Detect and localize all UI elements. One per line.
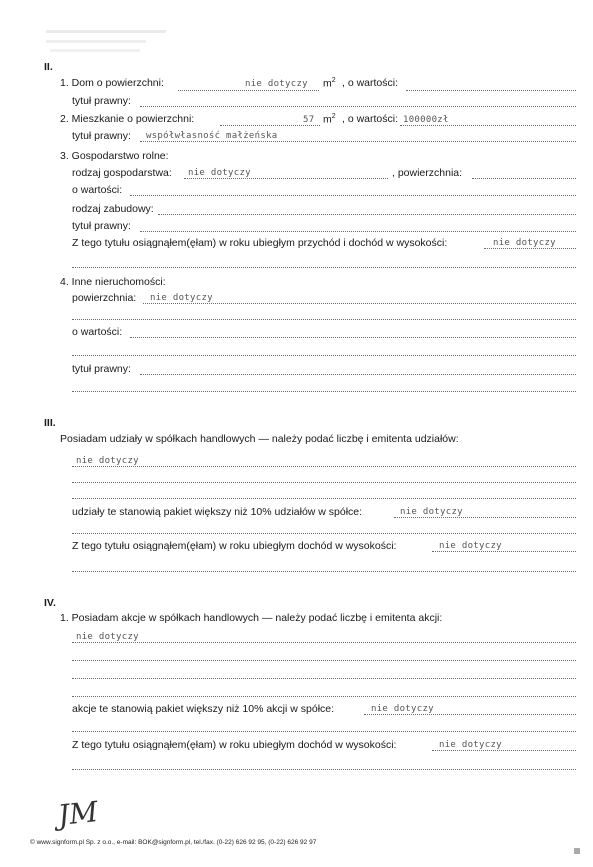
- other-value-line: [130, 337, 576, 338]
- shares-income-line-2: [72, 571, 576, 572]
- flat-area-label: 2. Mieszkanie o powierzchni:: [60, 113, 195, 125]
- other-area-value: nie dotyczy: [150, 293, 213, 303]
- farm-value-label: o wartości:: [72, 184, 123, 196]
- other-property-heading: 4. Inne nieruchomości:: [60, 276, 166, 288]
- house-value-line: [406, 90, 576, 91]
- flat-value-line: [400, 125, 576, 126]
- farm-value-line: [130, 195, 576, 196]
- other-area-line: [143, 303, 576, 304]
- stocks-line-2: [72, 660, 576, 661]
- shares-package-line: [394, 517, 576, 518]
- other-area-line-2: [72, 319, 576, 320]
- house-area-value: nie dotyczy: [245, 79, 308, 89]
- stocks-income-line: [432, 750, 576, 751]
- stocks-line-3: [72, 678, 576, 679]
- other-title-line: [140, 374, 576, 375]
- house-value-label: , o wartości:: [342, 77, 399, 89]
- house-title-label: tytuł prawny:: [72, 95, 131, 107]
- section-iii-number: III.: [44, 417, 56, 429]
- farm-type-label: rodzaj gospodarstwa:: [72, 167, 172, 179]
- stocks-heading: 1. Posiadam akcje w spółkach handlowych — należy podać liczbę i emitenta akcji:: [60, 612, 443, 624]
- shares-line-3: [72, 498, 576, 499]
- shares-package-label: udziały te stanowią pakiet większy niż 10% udziałów w spółce:: [72, 506, 363, 518]
- shares-income-line: [432, 551, 576, 552]
- flat-title-label: tytuł prawny:: [72, 130, 131, 142]
- other-value-line-2: [72, 355, 576, 356]
- farm-income-value: nie dotyczy: [493, 238, 556, 248]
- stocks-income-line-2: [72, 769, 576, 770]
- stocks-package-label: akcje te stanowią pakiet większy niż 10% akcji w spółce:: [72, 703, 335, 715]
- house-area-label: 1. Dom o powierzchni:: [60, 77, 164, 89]
- stocks-income-value: nie dotyczy: [439, 740, 502, 750]
- farm-area-line: [472, 178, 576, 179]
- footer-publisher: © www.signform.pl Sp. z o.o., e-mail: BOK@signform.pl, tel./fax. (0-22) 626 92 95, (0-22) 626 92 97: [30, 839, 317, 846]
- stocks-package-line-2: [72, 731, 576, 732]
- stocks-package-line: [364, 714, 576, 715]
- other-title-line-2: [72, 391, 576, 392]
- farm-income-line-2: [72, 267, 576, 268]
- flat-area-line: [220, 125, 320, 126]
- stocks-line-4: [72, 696, 576, 697]
- other-value-label: o wartości:: [72, 326, 123, 338]
- flat-title-value: współwłasność małżeńska: [146, 131, 278, 141]
- stocks-income-label: Z tego tytułu osiągnąłem(ęłam) w roku ubiegłym dochód w wysokości:: [72, 739, 397, 751]
- flat-value-label: , o wartości:: [342, 113, 399, 125]
- house-area-line: [178, 90, 319, 91]
- section-iv-number: IV.: [44, 597, 56, 609]
- scan-artifact: [46, 40, 146, 43]
- stocks-package-value: nie dotyczy: [371, 704, 434, 714]
- farm-type-value: nie dotyczy: [188, 168, 251, 178]
- scan-artifact: [46, 30, 166, 33]
- farm-title-label: tytuł prawny:: [72, 220, 131, 232]
- farm-income-label: Z tego tytułu osiągnąłem(ęłam) w roku ubiegłym przychód i dochód w wysokości:: [72, 237, 448, 249]
- handwritten-initials: JM: [56, 795, 100, 832]
- flat-title-line: [140, 141, 576, 142]
- scan-artifact: [50, 49, 140, 52]
- farm-building-line: [158, 214, 576, 215]
- farm-area-label: , powierzchnia:: [392, 167, 463, 179]
- shares-heading: Posiadam udziały w spółkach handlowych — należy podać liczbę i emitenta udziałów:: [60, 433, 459, 445]
- shares-answer: nie dotyczy: [76, 456, 139, 466]
- house-m2-unit: $m^2$: [323, 77, 336, 90]
- flat-area-value: 57: [303, 115, 315, 125]
- house-title-line: [140, 106, 576, 107]
- stocks-line-1: [72, 642, 576, 643]
- shares-package-line-2: [72, 533, 576, 534]
- stocks-answer: nie dotyczy: [76, 632, 139, 642]
- shares-income-label: Z tego tytułu osiągnąłem(ęłam) w roku ubiegłym dochód w wysokości:: [72, 540, 397, 552]
- farm-building-label: rodzaj zabudowy:: [72, 203, 154, 215]
- other-area-label: powierzchnia:: [72, 292, 137, 304]
- other-title-label: tytuł prawny:: [72, 363, 131, 375]
- flat-value: 100000zł: [403, 115, 449, 125]
- shares-line-2: [72, 482, 576, 483]
- farm-heading: 3. Gospodarstwo rolne:: [60, 150, 169, 162]
- farm-type-line: [184, 178, 388, 179]
- shares-line-1: [72, 466, 576, 467]
- scan-artifact: [574, 848, 580, 854]
- flat-m2-unit: $m^2$: [323, 113, 336, 126]
- section-ii-number: II.: [44, 61, 53, 73]
- shares-income-value: nie dotyczy: [439, 541, 502, 551]
- shares-package-value: nie dotyczy: [400, 507, 463, 517]
- farm-title-line: [140, 231, 576, 232]
- farm-income-line: [484, 248, 576, 249]
